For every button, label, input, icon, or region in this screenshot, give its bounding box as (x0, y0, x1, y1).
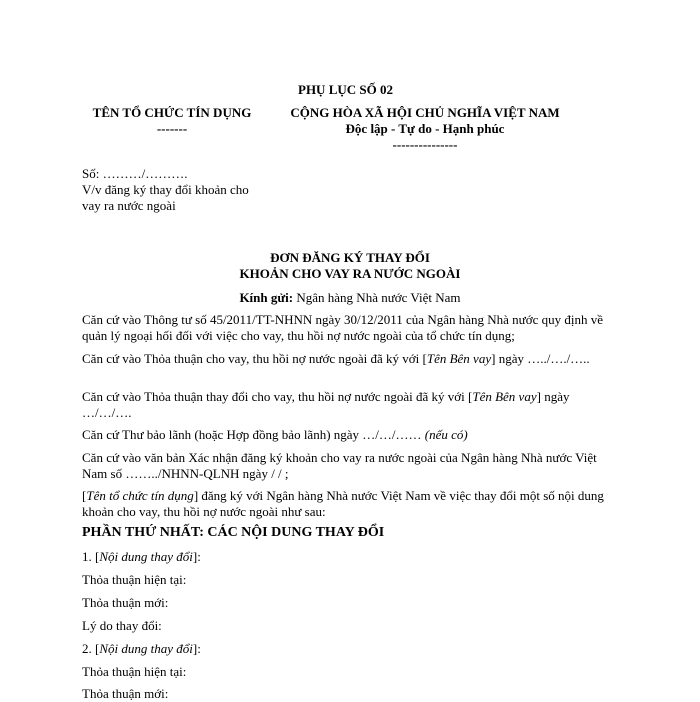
new-agreement-label-2: Thỏa thuận mới: (82, 686, 169, 701)
appendix-label: PHỤ LỤC SỐ 02 (298, 82, 393, 97)
org-name: TÊN TỔ CHỨC TÍN DỤNG (92, 105, 252, 120)
basis-paragraph-2: Căn cứ vào Thỏa thuận cho vay, thu hồi nợ nước ngoài đã ký với [Tên Bên vay] ngày …../…./….. (82, 351, 590, 366)
recipient (0, 290, 700, 306)
new-agreement-label: Thỏa thuận mới: (82, 595, 169, 610)
basis-paragraph-4: Căn cứ Thư bảo lãnh (hoặc Hợp đồng bảo lãnh) ngày …/…/…… (nếu có) (82, 427, 468, 442)
basis-paragraph-3: Căn cứ vào Thỏa thuận thay đổi cho vay, thu hồi nợ nước ngoài đã ký với [Tên Bên vay] ngày …/…/…. (82, 389, 570, 420)
current-agreement-label: Thỏa thuận hiện tại: (82, 572, 187, 587)
change-item-2: 2. [Nội dung thay đổi]: (82, 641, 201, 656)
recipient-value: Ngân hàng Nhà nước Việt Nam (296, 290, 461, 305)
basis-paragraph-1: Căn cứ vào Thông tư số 45/2011/TT-NHNN ngày 30/12/2011 của Ngân hàng Nhà nước quy định về quản lý ngoại hối đối với việc cho vay, thu hồi nợ nước ngoài của tổ chức tín dụng; (82, 312, 603, 343)
subject-line-1: V/v đăng ký thay đổi khoản cho (82, 182, 249, 197)
basis-paragraph-5: Căn cứ vào văn bản Xác nhận đăng ký khoản cho vay ra nước ngoài của Ngân hàng Nhà nước Việt Nam số ……../NHNN-QLNH ngày / / ; (82, 450, 597, 481)
motto: Độc lập - Tự do - Hạnh phúc (345, 121, 505, 136)
form-title-line-1: ĐƠN ĐĂNG KÝ THAY ĐỔI (270, 250, 430, 265)
current-agreement-label-2: Thỏa thuận hiện tại: (82, 664, 187, 679)
subject-line-2: vay ra nước ngoài (82, 198, 176, 213)
recipient-label: Kính gửi: (239, 290, 294, 305)
change-item-1: 1. [Nội dung thay đổi]: (82, 549, 201, 564)
registration-paragraph: [Tên tổ chức tín dụng] đăng ký với Ngân hàng Nhà nước Việt Nam về việc thay đổi một số nội dung khoản cho vay, thu hồi nợ nước ngoài như sau: (82, 488, 604, 519)
change-reason-label: Lý do thay đổi: (82, 618, 162, 633)
country-name: CỘNG HÒA XÃ HỘI CHỦ NGHĨA VIỆT NAM (290, 105, 560, 120)
motto-divider: --------------- (392, 137, 458, 152)
org-divider: ------- (156, 121, 188, 136)
form-title-line-2: KHOẢN CHO VAY RA NƯỚC NGOÀI (239, 266, 461, 281)
document-number: Số: ………/………. (82, 166, 188, 181)
section-heading: PHẦN THỨ NHẤT: CÁC NỘI DUNG THAY ĐỔI (82, 525, 385, 540)
